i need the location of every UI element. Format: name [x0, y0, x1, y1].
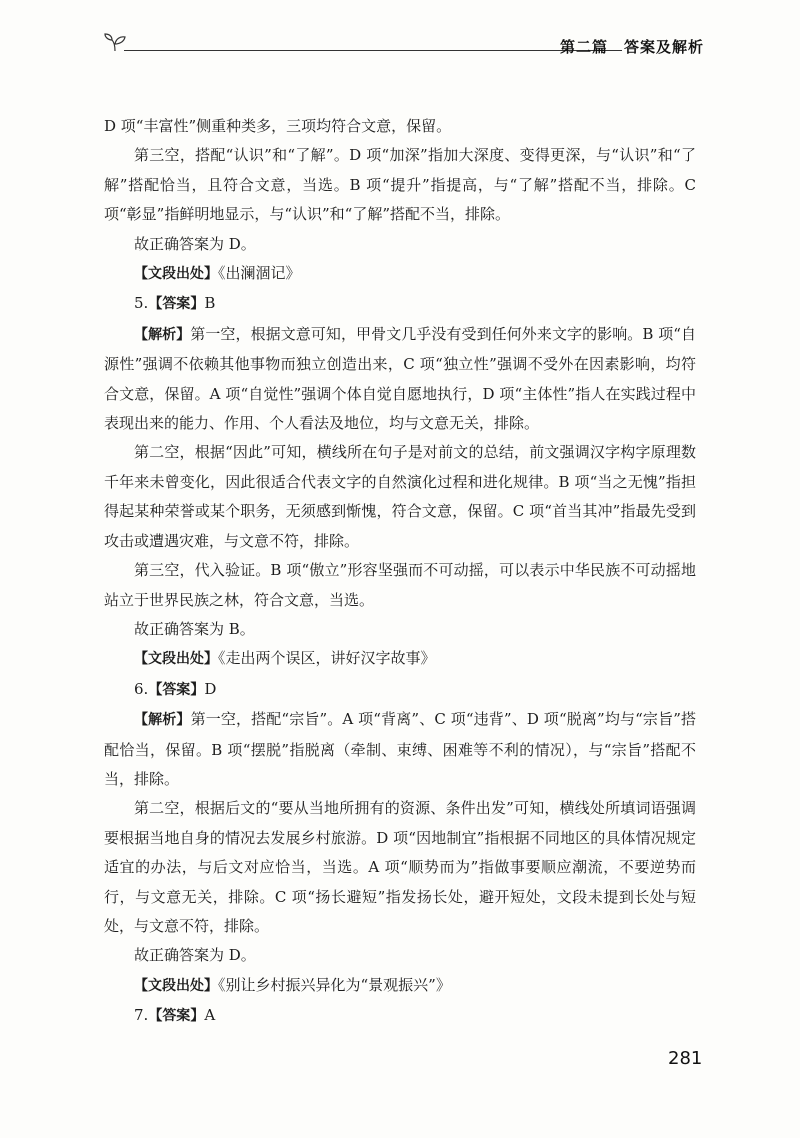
sprout-icon: [104, 32, 126, 52]
paragraph: D 项“丰富性”侧重种类多，三项均符合文意，保留。: [104, 117, 452, 135]
analysis-paragraph: 【解析】第一空，搭配“宗旨”。A 项“背离”、C 项“违背”、D 项“脱离”均与“宗旨”搭配恰当，保留。B 项“摆脱”指脱离（牵制、束缚、困难等不利的情况），与“宗旨”搭配不当，排除。: [104, 710, 697, 788]
paragraph: 第三空，代入验证。B 项“傲立”形容坚强而不可动摇，可以表示中华民族不可动摇地站立于世界民族之林，符合文意，当选。: [104, 561, 696, 609]
section-title: 第二篇 答案及解析: [559, 38, 704, 56]
conclusion: 故正确答案为 D。: [134, 946, 256, 965]
paragraph: 第二空，根据后文的“要从当地所拥有的资源、条件出发”可知，横线处所填词语强调要根据当地自身的情况去发展乡村旅游。D 项“因地制宜”指根据不同地区的具体情况规定适宜的办法，与后文对应恰当，当选。A 项“顺势而为”指做事要顺应潮流，不要逆势而行，与文意无关，排除。C 项“扬长避短”指发扬长处，避开短处，文段未提到长处与短处，与文意不符，排除。: [104, 799, 696, 935]
paragraph: 第二空，根据“因此”可知，横线所在句子是对前文的总结，前文强调汉字构字原理数千年来未曾变化，因此很适合代表文字的自然演化过程和进化规律。B 项“当之无愧”指担得起某种荣誉或某个职务，无须感到惭愧，符合文意，保留。C 项“首当其冲”指最先受到攻击或遭遇灾难，与文意不符，排除。: [104, 443, 696, 550]
page-content: [104, 112, 696, 1032]
analysis-label: 【解析】: [134, 712, 191, 729]
paragraph: 第三空，搭配“认识”和“了解”。D 项“加深”指加大深度、变得更深，与“认识”和“了解”搭配恰当，且符合文意，当选。B 项“提升”指提高，与“了解”搭配不当，排除。C 项“彰显”指鲜明地显示，与“认识”和“了解”搭配不当，排除。: [104, 146, 696, 224]
answer-label: 【答案】: [148, 681, 205, 698]
source-line: 【文段出处】《走出两个误区，讲好汉字故事》: [134, 649, 436, 668]
answer-label: 【答案】: [148, 296, 205, 313]
analysis-paragraph: 【解析】第一空，根据文意可知，甲骨文几乎没有受到任何外来文字的影响。B 项“自源性”强调不依赖其他事物而独立创造出来，C 项“独立性”强调不受外在因素影响，均符合文意，保留。A 项“自觉性”强调个体自觉自愿地执行，D 项“主体性”指人在实践过程中表现出来的能力、作用、个人看法及地位，均与文意无关，排除。: [104, 324, 697, 433]
page-header: [104, 28, 704, 62]
analysis-label: 【解析】: [134, 326, 191, 343]
header-rule: [124, 50, 622, 51]
answer-line: 7.【答案】A: [134, 1006, 216, 1025]
answer-label: 【答案】: [148, 1008, 205, 1025]
source-line: 【文段出处】《出澜涸记》: [134, 264, 301, 283]
source-label: 【文段出处】: [134, 977, 218, 994]
answer-line: 6.【答案】D: [134, 679, 217, 698]
conclusion: 故正确答案为 D。: [134, 234, 256, 253]
source-label: 【文段出处】: [134, 651, 218, 668]
answer-line: 5.【答案】B: [134, 294, 216, 313]
source-line: 【文段出处】《别让乡村振兴异化为“景观振兴”》: [134, 975, 451, 994]
page-number: 281: [668, 1048, 703, 1069]
conclusion: 故正确答案为 B。: [134, 619, 255, 638]
source-label: 【文段出处】: [134, 266, 218, 283]
